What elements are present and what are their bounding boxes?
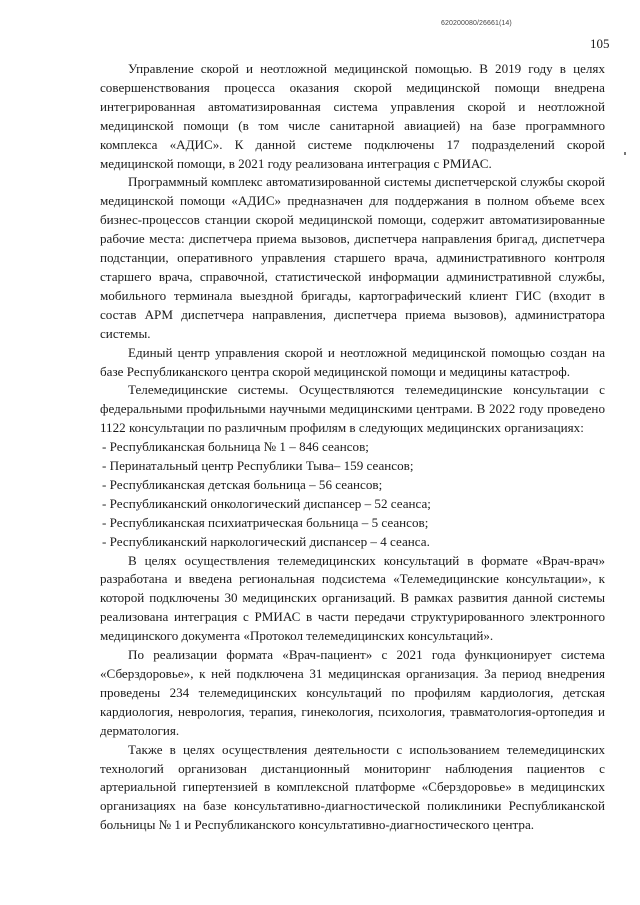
paragraph-remote-monitoring: Также в целях осуществления деятельности с использованием телемедицинских технологий организован дистанционный мониторинг наблюдения пациентов с артериальной гипертензией в комплексной платформе «Сберздоровье» в медицинских организациях на базе консультативно-диагностической поликлиники Республиканской больницы № 1 и Республиканского консультативно-диагностического центра.	[100, 741, 605, 833]
list-item: - Республиканский онкологический диспансер – 52 сеанса;	[102, 495, 431, 511]
list-item: - Республиканский наркологический диспансер – 4 сеанса.	[102, 533, 430, 549]
scan-artifact	[624, 152, 626, 155]
paragraph-unified-center: Единый центр управления скорой и неотложной медицинской помощью создан на базе Республиканского центра скорой медицинской помощи и медицины катастроф.	[100, 344, 605, 379]
paragraph-doctor-doctor: В целях осуществления телемедицинских консультаций в формате «Врач-врач» разработана и введена региональная подсистема «Телемедицинские консультации», к которой подключены 30 медицинских организаций. В рамках развития данной системы реализована интеграция с РМИАС в части передачи структурированного электронного медицинского документа «Протокол телемедицинских консультаций».	[100, 552, 605, 644]
paragraph-telemedicine-systems: Телемедицинские системы. Осуществляются телемедицинские консультации с федеральными профильными научными медицинскими центрами. В 2022 году проведено 1122 консультации по различным профилям в следующих медицинских организациях:	[100, 382, 605, 436]
list-item: - Республиканская больница № 1 – 846 сеансов;	[102, 439, 369, 455]
list-item: - Республиканская психиатрическая больница – 5 сеансов;	[102, 514, 429, 530]
list-item: - Республиканская детская больница – 56 сеансов;	[102, 476, 383, 492]
list-item: - Перинатальный центр Республики Тыва– 159 сеансов;	[102, 458, 414, 474]
paragraph-doctor-patient: По реализации формата «Врач-пациент» с 2021 года функционирует система «Сберздоровье», к ней подключена 31 медицинская организация. За период внедрения проведены 234 телемедицинских консультаций по профилям кардиология, детская кардиология, неврология, терапия, гинекология, психология, травматология-ортопедия и дерматология.	[100, 647, 605, 738]
document-stamp: 620200080/26661(14)	[441, 20, 512, 27]
paragraph-ambulance-management: Управление скорой и неотложной медицинской помощью. В 2019 году в целях совершенствования процесса оказания скорой медицинской помощи внедрена интегрированная автоматизированная система управления скорой и неотложной медицинской помощи (в том числе санитарной авиацией) на базе программного комплекса «АДИС». К данной системе подключены 17 подразделений скорой медицинской помощи, в 2021 году реализована интеграция с РМИАС.	[100, 61, 605, 171]
page-number: 105	[590, 36, 610, 51]
paragraph-adis-software: Программный комплекс автоматизированной системы диспетчерской службы скорой медицинской помощи «АДИС» предназначен для поддержания в полном объеме всех бизнес-процессов станции скорой медицинской помощи, содержит автоматизированные рабочие места: диспетчера приема вызовов, диспетчера направления бригад, диспетчера подстанции, оперативного управления старшего врача, административного контроля старшего врача, справочной, статистической информации административной службы, мобильного терминала выездной бригады, картографический клиент ГИС (входит в состав АРМ диспетчера направления, диспетчера приема вызовов), администратора системы.	[100, 174, 605, 341]
document-body	[100, 60, 605, 835]
